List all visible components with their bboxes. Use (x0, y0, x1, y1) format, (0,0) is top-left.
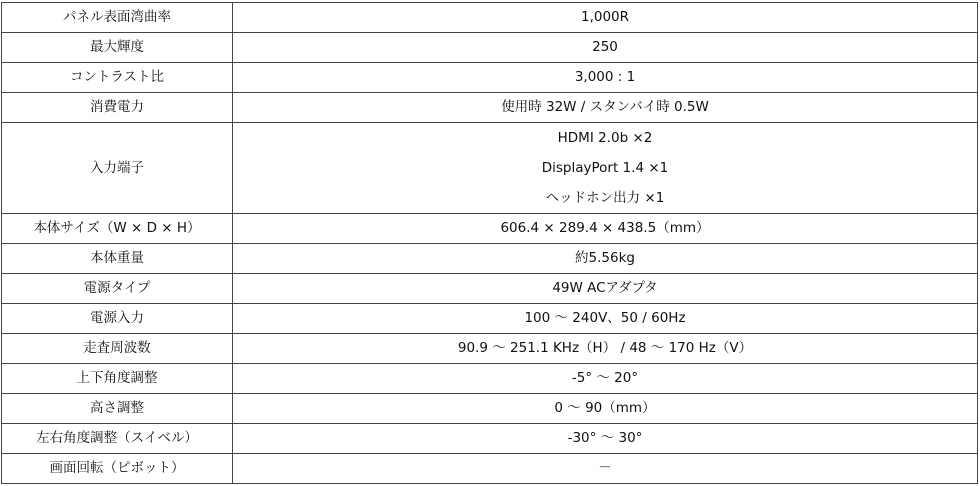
spec-value: 1,000R (233, 3, 978, 33)
spec-value-line: HDMI 2.0b ×2 (557, 130, 653, 146)
table-row (2, 214, 978, 244)
spec-value-line: ヘッドホン出力 ×1 (545, 190, 665, 206)
table-row (2, 454, 978, 484)
table-row (2, 63, 978, 93)
spec-label: 入力端子 (2, 123, 233, 214)
spec-value-list (233, 123, 978, 214)
table-row (2, 123, 978, 214)
table-row (2, 304, 978, 334)
spec-label: 左右角度調整（スイベル） (2, 424, 233, 454)
spec-value: 約5.56kg (233, 244, 978, 274)
spec-label: 本体サイズ（W × D × H） (2, 214, 233, 244)
spec-label: 電源タイプ (2, 274, 233, 304)
spec-label: 消費電力 (2, 93, 233, 123)
spec-value: － (233, 454, 978, 484)
table-row (2, 394, 978, 424)
spec-table (1, 2, 978, 484)
table-row (2, 334, 978, 364)
table-row (2, 274, 978, 304)
spec-value: 100 ～ 240V、50 / 60Hz (233, 304, 978, 334)
spec-value-line: DisplayPort 1.4 ×1 (541, 160, 669, 176)
table-row (2, 93, 978, 123)
spec-value: 606.4 × 289.4 × 438.5（mm） (233, 214, 978, 244)
table-row (2, 33, 978, 63)
spec-label: 本体重量 (2, 244, 233, 274)
table-row (2, 364, 978, 394)
spec-label: 高さ調整 (2, 394, 233, 424)
spec-value: 3,000 : 1 (233, 63, 978, 93)
table-row (2, 244, 978, 274)
spec-value: 0 ～ 90（mm） (233, 394, 978, 424)
table-row (2, 3, 978, 33)
spec-value: -30° ～ 30° (233, 424, 978, 454)
spec-value: 使用時 32W / スタンバイ時 0.5W (233, 93, 978, 123)
spec-label: パネル表面湾曲率 (2, 3, 233, 33)
spec-value: 49W ACアダプタ (233, 274, 978, 304)
table-row (2, 424, 978, 454)
spec-label: 走査周波数 (2, 334, 233, 364)
spec-label: 電源入力 (2, 304, 233, 334)
spec-value: 250 (233, 33, 978, 63)
spec-label: コントラスト比 (2, 63, 233, 93)
spec-label: 画面回転（ピボット） (2, 454, 233, 484)
spec-label: 上下角度調整 (2, 364, 233, 394)
spec-label: 最大輝度 (2, 33, 233, 63)
spec-value: -5° ～ 20° (233, 364, 978, 394)
spec-value: 90.9 ～ 251.1 KHz（H） / 48 ～ 170 Hz（V） (233, 334, 978, 364)
